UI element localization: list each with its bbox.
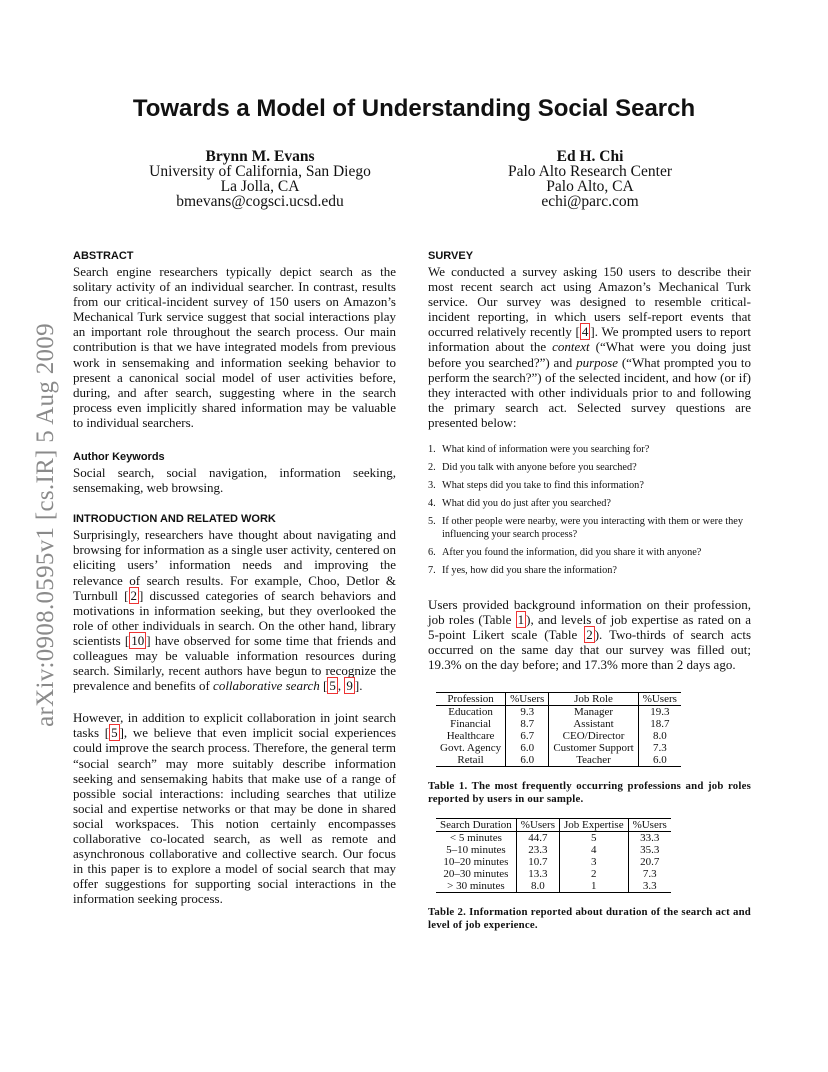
- survey-heading: SURVEY: [428, 250, 474, 262]
- right-column: [428, 249, 751, 932]
- survey-paragraph-2: Users provided background information on their profession, job roles (Table 1 ), and levels of job expertise as rated on a 5-point Likert scale (Table 2 ). Two-thirds of search acts occurred on the same day that our survey was filled out; 19.3% on the day before; and 17.3% more than 2 days ago.: [428, 596, 751, 672]
- list-item: 3. What steps did you take to find this information?: [428, 480, 644, 492]
- table-ref-link[interactable]: 1: [517, 611, 525, 627]
- table-row: > 30 minutes 8.0 1 3.3: [436, 880, 671, 893]
- table-row: Healthcare 6.7 CEO/Director 8.0: [436, 730, 681, 742]
- citation-link[interactable]: 10: [131, 632, 145, 648]
- author-block-2: [440, 149, 740, 209]
- table-row: < 5 minutes 44.7 5 33.3: [436, 832, 671, 845]
- table-1-caption: Table 1. The most frequently occurring professions and job roles reported by users in our sample.: [428, 780, 751, 805]
- intro-heading: INTRODUCTION AND RELATED WORK: [73, 513, 276, 526]
- table-row: Govt. Agency 6.0 Customer Support 7.3: [436, 742, 681, 754]
- table-2: [436, 818, 671, 893]
- author-block-1: [120, 149, 400, 209]
- paper-title: Towards a Model of Understanding Social Search: [132, 95, 696, 122]
- author-affiliation: University of California, San Diego: [149, 163, 371, 180]
- table-header: %Users: [516, 819, 559, 832]
- table-header: Profession: [436, 693, 506, 706]
- author-location: Palo Alto, CA: [546, 178, 634, 195]
- table-1: [436, 692, 681, 767]
- intro-paragraph-1: Surprisingly, researchers have thought about navigating and browsing for information as a single user activity, centered on eliciting users’ information needs and improving the relevance of search results. For example, Choo, Detlor & Turnbull [ 2 ] discussed categories of search behaviors and motivations in information seeking, but they overlooked the role of other individuals in search. On the other hand, library scientists [ 10 ] have observed for some time that friends and colleagues may be valuable information resources during search. Similarly, recent authors have begun to recognize the prevalence and benefits of collaborative search [ 5 , 9 ].: [73, 527, 396, 694]
- survey-question-list: [428, 444, 751, 577]
- table-row: 5–10 minutes 23.3 4 35.3: [436, 844, 671, 856]
- table-header: %Users: [628, 819, 671, 832]
- table-row: 20–30 minutes 13.3 2 7.3: [436, 868, 671, 880]
- author-affiliation: Palo Alto Research Center: [508, 163, 672, 180]
- abstract-text: Search engine researchers typically depict search as the solitary activity of an individual searcher. In contrast, results from our critical-incident survey of 150 users on Amazon’s Mechanical Turk service suggest that social interactions play an important role throughout the search process. Our main contribution is that we have integrated models from previous work in sensemaking and information seeking behavior to present a canonical social model of user activities before, during, and after search, suggesting where in the search process even implicitly shared information may be valuable to individual searchers.: [73, 264, 396, 430]
- citation-link[interactable]: 2: [130, 587, 138, 603]
- table-row: Education 9.3 Manager 19.3: [436, 706, 681, 719]
- list-item: 5. If other people were nearby, were you interacting with them or were they influencing your search process?: [428, 516, 743, 540]
- arxiv-id: arXiv:0908.0595v1 [cs.IR] 5 Aug 2009: [32, 323, 59, 727]
- list-item: 7. If yes, how did you share the information?: [428, 564, 618, 576]
- keywords-text: Social search, social navigation, information seeking, sensemaking, web browsing.: [73, 465, 396, 496]
- table-2-caption: Table 2. Information reported about duration of the search act and level of job experience.: [428, 906, 751, 931]
- author-location: La Jolla, CA: [220, 178, 300, 195]
- table-header: Job Role: [549, 693, 638, 706]
- author-name: Ed H. Chi: [556, 148, 624, 165]
- table-header: Search Duration: [436, 819, 516, 832]
- list-item: 1. What kind of information were you searching for?: [428, 444, 650, 456]
- author-name: Brynn M. Evans: [205, 148, 315, 165]
- table-header: Job Expertise: [560, 819, 629, 832]
- author-email: bmevans@cogsci.ucsd.edu: [176, 193, 344, 210]
- intro-paragraph-2: However, in addition to explicit collaboration in joint search tasks [ 5 ], we believe that even implicit social experiences could improve the search process. Therefore, the general term “social search” may more suitably describe information seeking and sensemaking habits that make use of a range of possible social interactions: including searches that utilize social and expertise networks or that may be done in shared social workspaces. This notion certainly encompasses collaborative co-located search, as well as remote and asynchronous collaborative and collective search. Our focus in this paper is to explore a model of social search that may offer suggestions for supporting social interactions in the information seeking process.: [73, 710, 396, 907]
- survey-paragraph-1: We conducted a survey asking 150 users to describe their most recent search act using Amazon’s Mechanical Turk service. Our survey was designed to resemble critical-incident reporting, in which users self-report events that occurred relatively recently [ 4 ]. We prompted users to report information about the context (“What were you doing just before you searched?”) and purpose (“What prompted you to perform the search?”) of the selected incident, and how (or if) they interacted with other individuals prior to and following the primary search act. Selected survey questions are presented below:: [428, 264, 752, 430]
- author-email: echi@parc.com: [541, 193, 639, 210]
- left-column: [73, 249, 396, 906]
- citation-link[interactable]: 4: [581, 324, 589, 340]
- citation-link[interactable]: 5: [111, 725, 118, 741]
- list-item: 2. Did you talk with anyone before you searched?: [428, 462, 637, 474]
- table-header: %Users: [638, 693, 681, 706]
- table-header: %Users: [506, 693, 549, 706]
- table-row: Retail 6.0 Teacher 6.0: [436, 754, 681, 767]
- table-row: 10–20 minutes 10.7 3 20.7: [436, 856, 671, 868]
- abstract-heading: ABSTRACT: [73, 250, 134, 262]
- keywords-heading: Author Keywords: [73, 451, 165, 464]
- arxiv-sidebar-stamp: [26, 310, 66, 740]
- list-item: 4. What did you do just after you searched?: [428, 498, 611, 510]
- list-item: 6. After you found the information, did you share it with anyone?: [428, 546, 702, 558]
- citation-link[interactable]: 9: [346, 678, 353, 694]
- table-row: Financial 8.7 Assistant 18.7: [436, 718, 681, 730]
- citation-link[interactable]: 5: [329, 678, 336, 694]
- table-ref-link[interactable]: 2: [586, 626, 593, 642]
